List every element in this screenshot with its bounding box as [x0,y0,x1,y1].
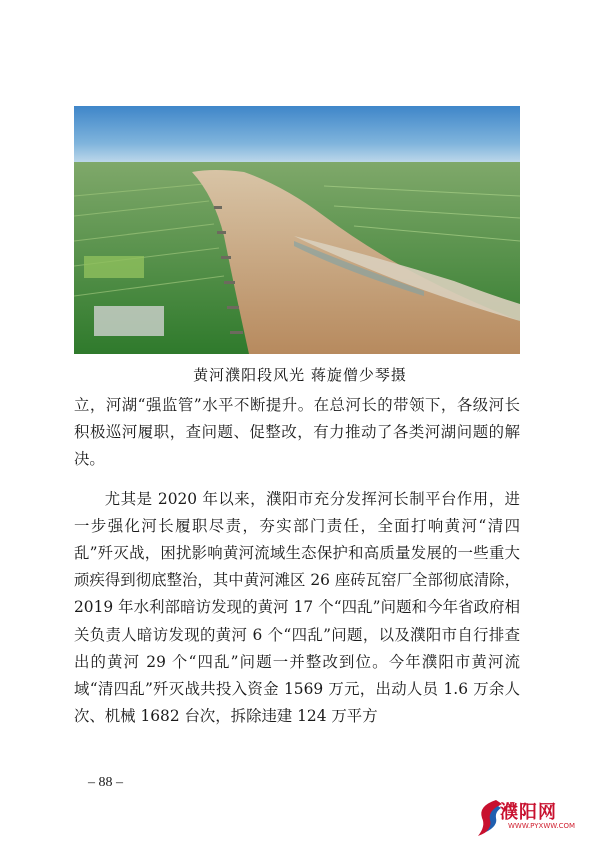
paragraph-1: 立，河湖“强监管”水平不断提升。在总河长的带领下，各级河长积极巡河履职，查问题、促整改，有力推动了各类河湖问题的解决。 [74,396,520,469]
photo-caption: 黄河濮阳段风光 蒋旋僧少琴摄 [193,366,407,384]
watermark-url: WWW.PYXWW.COM [508,822,576,830]
pyxww-watermark-logo [474,796,590,840]
body-text [74,392,520,730]
page-number: – 88 – [88,775,123,790]
paragraph-2: 尤其是 2020 年以来，濮阳市充分发挥河长制平台作用，进一步强化河长履职尽责，夯实部门责任，全面打响黄河“清四乱”歼灭战，困扰影响黄河流域生态保护和高质量发展的一些重大顽疾得到彻底整治，其中黄河滩区 26 座砖瓦窑厂全部彻底清除，2019 年水利部暗访发现的黄河 17 个“四乱”问题和今年省政府相关负责人暗访发现的黄河 6 个“四乱”问题，以及濮阳市自行排查出的黄河 29 个“四乱”问题一并整改到位。今年濮阳市黄河流域“清四乱”歼灭战共投入资金 1569 万元，出动人员 1.6 万余人次、机械 1682 台次，拆除违建 124 万平方 [74,489,520,726]
yellow-river-aerial-photo [74,106,520,354]
watermark-site-name: 濮阳网 [500,802,557,823]
